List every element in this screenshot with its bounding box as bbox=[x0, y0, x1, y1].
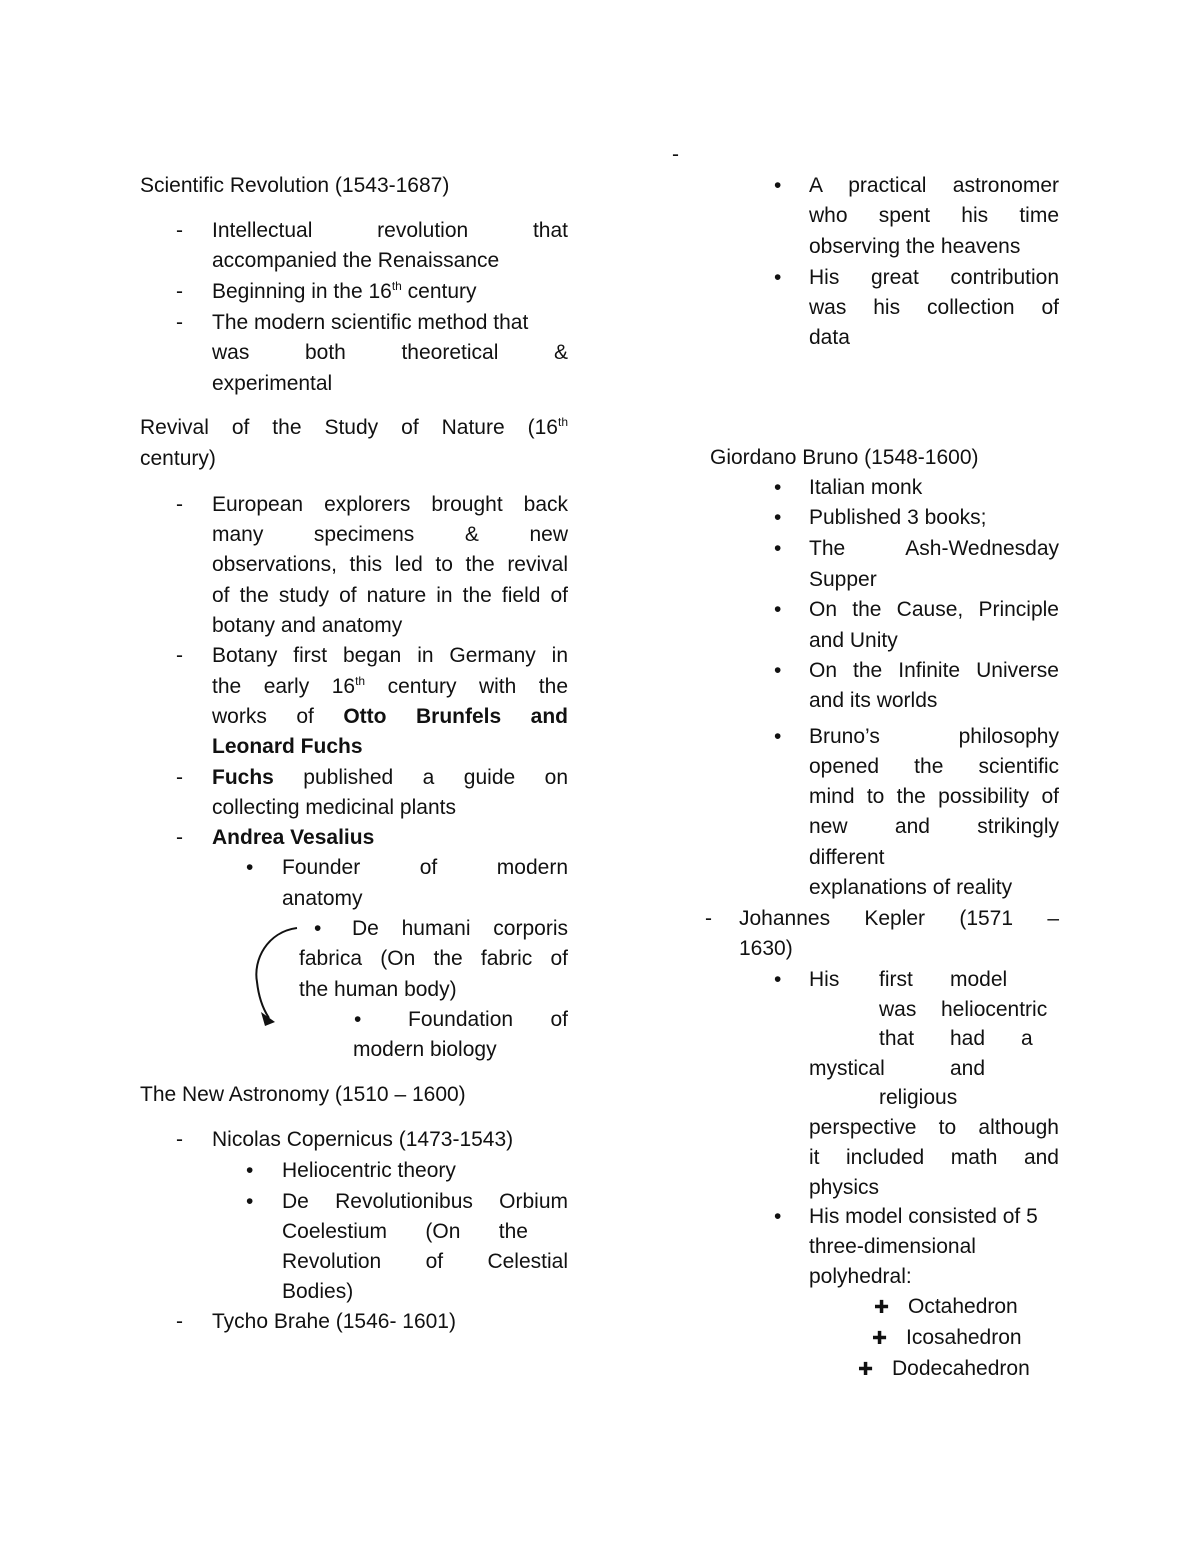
ash-line-1: The Ash-Wednesday bbox=[809, 537, 1059, 560]
curved-arrow-icon bbox=[245, 920, 305, 1030]
explorers-line-2: many specimens & new bbox=[212, 523, 568, 546]
bullet-marker: • bbox=[246, 856, 254, 879]
first-model-w11: religious bbox=[879, 1086, 958, 1109]
copernicus: Nicolas Copernicus (1473-1543) bbox=[212, 1128, 514, 1151]
de-rev-line-3: Revolution of Celestial bbox=[282, 1250, 568, 1273]
philosophy-line-4: new and strikingly bbox=[809, 815, 1059, 838]
explorers-line-5: botany and anatomy bbox=[212, 614, 403, 637]
vesalius-name: Andrea Vesalius bbox=[212, 826, 375, 849]
first-model-w8: a bbox=[1021, 1027, 1033, 1050]
foundation-line-1: Foundation of bbox=[408, 1008, 568, 1031]
bullet-marker: • bbox=[246, 1190, 254, 1213]
philosophy-line-6: explanations of reality bbox=[809, 876, 1013, 899]
sci-rev-item-1-line-1: Intellectual revolution that bbox=[212, 219, 568, 242]
philosophy-line-3: mind to the possibility of bbox=[809, 785, 1059, 808]
model-consisted-line-3: polyhedral: bbox=[809, 1265, 912, 1288]
bullet-marker: • bbox=[774, 725, 782, 748]
sci-rev-item-3-line-2: was both theoretical & bbox=[212, 341, 568, 364]
astronomer-line-3: observing the heavens bbox=[809, 235, 1021, 258]
bullet-marker: • bbox=[314, 917, 322, 940]
founder-line-2: anatomy bbox=[282, 887, 363, 910]
botany-line-4: Leonard Fuchs bbox=[212, 735, 363, 758]
de-rev-line-1: De Revolutionibus Orbium bbox=[282, 1190, 568, 1213]
astronomer-line-1: A practical astronomer bbox=[809, 174, 1059, 197]
top-dash: - bbox=[672, 143, 679, 166]
first-model-line-8: physics bbox=[809, 1176, 880, 1199]
explorers-line-3: observations, this led to the revival bbox=[212, 553, 568, 576]
dash-marker: - bbox=[176, 644, 183, 667]
first-model-line-7: it included math and bbox=[809, 1146, 1059, 1169]
dash-marker: - bbox=[176, 826, 183, 849]
heading-giordano-bruno: Giordano Bruno (1548-1600) bbox=[710, 446, 979, 469]
infinite-line-1: On the Infinite Universe bbox=[809, 659, 1059, 682]
dash-marker: - bbox=[176, 766, 183, 789]
first-model-w6: that bbox=[879, 1027, 915, 1050]
philosophy-line-2: opened the scientific bbox=[809, 755, 1059, 778]
first-model-w4: was bbox=[879, 998, 917, 1021]
foundation-line-2: modern biology bbox=[353, 1038, 497, 1061]
plus-icon: ✚ bbox=[858, 1359, 874, 1379]
first-model-line-6: perspective to although bbox=[809, 1116, 1059, 1139]
fabrica-line-1: De humani corporis bbox=[352, 917, 568, 940]
bullet-marker: • bbox=[774, 537, 782, 560]
dash-marker: - bbox=[176, 311, 183, 334]
bullet-marker: • bbox=[774, 659, 782, 682]
bullet-marker: • bbox=[774, 174, 782, 197]
heading-new-astronomy: The New Astronomy (1510 – 1600) bbox=[140, 1083, 466, 1106]
astronomer-line-2: who spent his time bbox=[809, 204, 1059, 227]
fuchs-line-1: Fuchs published a guide on bbox=[212, 766, 568, 789]
dash-marker: - bbox=[176, 493, 183, 516]
first-model-w7: had bbox=[950, 1027, 986, 1050]
fabrica-line-2: fabrica (On the fabric of bbox=[299, 947, 568, 970]
model-consisted-line-2: three-dimensional bbox=[809, 1235, 976, 1258]
cause-line-2: and Unity bbox=[809, 629, 898, 652]
philosophy-line-1: Bruno’s philosophy bbox=[809, 725, 1059, 748]
sci-rev-item-3-line-1: The modern scientific method that bbox=[212, 311, 529, 334]
bullet-marker: • bbox=[246, 1159, 254, 1182]
first-model-w5: heliocentric bbox=[941, 998, 1048, 1021]
first-model-w10: and bbox=[950, 1057, 986, 1080]
plus-icon: ✚ bbox=[872, 1328, 888, 1348]
bullet-marker: • bbox=[774, 968, 782, 991]
botany-line-3: works of Otto Brunfels and bbox=[212, 705, 568, 728]
sci-rev-item-3-line-3: experimental bbox=[212, 372, 333, 395]
dash-marker: - bbox=[176, 280, 183, 303]
de-rev-line-4: Bodies) bbox=[282, 1280, 354, 1303]
sci-rev-item-2: Beginning in the 16th century bbox=[212, 279, 477, 303]
heading-revival-line-2: century) bbox=[140, 447, 216, 470]
bullet-marker: • bbox=[774, 598, 782, 621]
dash-marker: - bbox=[705, 907, 712, 930]
botany-line-2: the early 16th century with the bbox=[212, 674, 568, 698]
bruno-books: Published 3 books; bbox=[809, 506, 987, 529]
kepler-line-2: 1630) bbox=[739, 937, 793, 960]
fuchs-line-2: collecting medicinal plants bbox=[212, 796, 456, 819]
bullet-marker: • bbox=[774, 1205, 782, 1228]
explorers-line-4: of the study of nature in the field of bbox=[212, 584, 568, 607]
shape-icosahedron: Icosahedron bbox=[906, 1326, 1022, 1349]
first-model-w3: model bbox=[950, 968, 1008, 991]
ash-line-2: Supper bbox=[809, 568, 877, 591]
dash-marker: - bbox=[176, 1128, 183, 1151]
plus-icon: ✚ bbox=[874, 1297, 890, 1317]
model-consisted-line-1: His model consisted of 5 bbox=[809, 1205, 1038, 1228]
cause-line-1: On the Cause, Principle bbox=[809, 598, 1059, 621]
founder-line-1: Founder of modern bbox=[282, 856, 568, 879]
infinite-line-2: and its worlds bbox=[809, 689, 938, 712]
heliocentric-theory: Heliocentric theory bbox=[282, 1159, 456, 1182]
explorers-line-1: European explorers brought back bbox=[212, 493, 568, 516]
contribution-line-3: data bbox=[809, 326, 850, 349]
first-model-w9: mystical bbox=[809, 1057, 885, 1080]
tycho-brahe: Tycho Brahe (1546- 1601) bbox=[212, 1310, 456, 1333]
dash-marker: - bbox=[176, 1310, 183, 1333]
heading-revival-line-1: Revival of the Study of Nature (16th bbox=[140, 415, 568, 439]
contribution-line-2: was his collection of bbox=[809, 296, 1059, 319]
philosophy-line-5: different bbox=[809, 846, 885, 869]
bruno-monk: Italian monk bbox=[809, 476, 923, 499]
bullet-marker: • bbox=[354, 1008, 362, 1031]
bullet-marker: • bbox=[774, 506, 782, 529]
de-rev-line-2: Coelestium (On the bbox=[282, 1220, 528, 1243]
shape-dodecahedron: Dodecahedron bbox=[892, 1357, 1030, 1380]
botany-line-1: Botany first began in Germany in bbox=[212, 644, 568, 667]
first-model-w2: first bbox=[879, 968, 913, 991]
shape-octahedron: Octahedron bbox=[908, 1295, 1018, 1318]
bullet-marker: • bbox=[774, 476, 782, 499]
heading-scientific-revolution: Scientific Revolution (1543-1687) bbox=[140, 174, 450, 197]
fabrica-line-3: the human body) bbox=[299, 978, 457, 1001]
kepler-line-1: Johannes Kepler (1571 – bbox=[739, 907, 1059, 930]
bullet-marker: • bbox=[774, 266, 782, 289]
first-model-w1: His bbox=[809, 968, 840, 991]
sci-rev-item-1-line-2: accompanied the Renaissance bbox=[212, 249, 500, 272]
contribution-line-1: His great contribution bbox=[809, 266, 1059, 289]
dash-marker: - bbox=[176, 219, 183, 242]
